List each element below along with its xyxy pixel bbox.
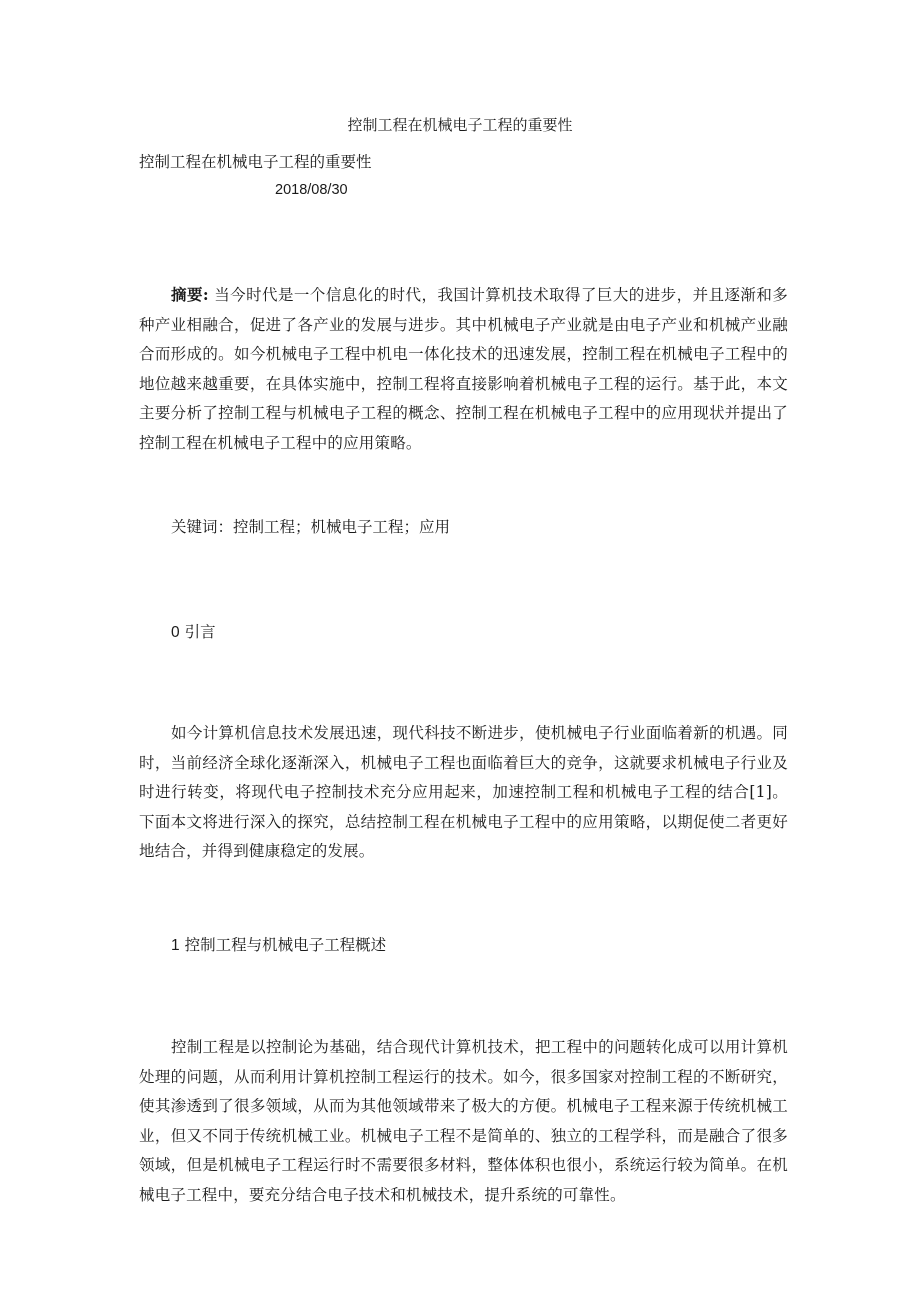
abstract-text: 当今时代是一个信息化的时代，我国计算机技术取得了巨大的进步，并且逐渐和多种产业相融合，促进了各产业的发展与进步。其中机械电子产业就是由电子产业和机械产业融合而形成的。如今机械电子工程中机电一体化技术的迅速发展，控制工程在机械电子工程中的地位越来越重要，在具体实施中，控制工程将直接影响着机械电子工程的运行。基于此，本文主要分析了控制工程与机械电子工程的概念、控制工程在机械电子工程中的应用现状并提出了控制工程在机械电子工程中的应用策略。 [139,286,788,452]
section-0-title: 引言 [184,623,216,641]
keywords-line: 关键词：控制工程；机械电子工程；应用 [171,518,451,536]
abstract-paragraph [139,280,788,459]
publish-date: 2018/08/30 [275,182,348,198]
page-title: 控制工程在机械电子工程的重要性 [347,116,573,134]
section-0-paragraph: 如今计算机信息技术发展迅速，现代科技不断进步，使机械电子行业面临着新的机遇。同时，当前经济全球化逐渐深入，机械电子工程也面临着巨大的竞争，这就要求机械电子行业及时进行转变，将现代电子控制技术充分应用起来，加速控制工程和机械电子工程的结合[1]。下面本文将进行深入的探究，总结控制工程在机械电子工程中的应用策略，以期促使二者更好地结合，并得到健康稳定的发展。 [139,724,788,861]
section-1-heading [171,933,386,958]
section-1-paragraph: 控制工程是以控制论为基础，结合现代计算机技术，把工程中的问题转化成可以用计算机处理的问题，从而利用计算机控制工程运行的技术。如今，很多国家对控制工程的不断研究，使其渗透到了很多领域，从而为其他领域带来了极大的方便。机械电子工程来源于传统机械工业，但又不同于传统机械工业。机械电子工程不是简单的、独立的工程学科，而是融合了很多领域，但是机械电子工程运行时不需要很多材料，整体体积也很小，系统运行较为简单。在机械电子工程中，要充分结合电子技术和机械技术，提升系统的可靠性。 [139,1038,788,1204]
section-1-title: 控制工程与机械电子工程概述 [184,936,387,954]
section-0-number: 0 [171,624,180,641]
section-1-number: 1 [171,937,180,954]
section-0-heading [171,620,216,645]
article-title: 控制工程在机械电子工程的重要性 [139,153,372,171]
abstract-label: 摘要: [171,285,209,304]
